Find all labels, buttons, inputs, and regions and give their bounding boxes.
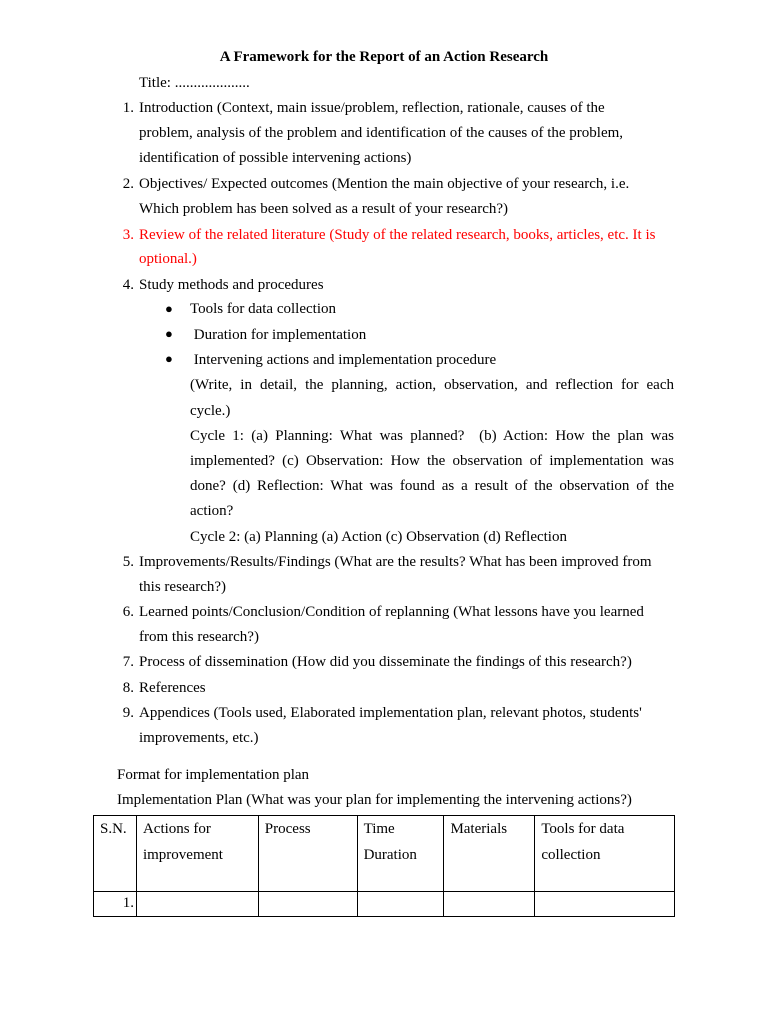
detail-text: implemented? (c) Observation: How the observation of implementation was [190, 453, 674, 469]
report-title-line: Title: .................... [139, 75, 250, 91]
header-cell-time: Time Duration [357, 816, 444, 892]
item-text-highlighted: Review of the related literature (Study of the related research, books, articles, etc. It is [139, 227, 656, 243]
implementation-plan-table [93, 815, 675, 917]
table-row [94, 892, 675, 917]
item-number: 2. [122, 176, 134, 192]
plan-heading: Implementation Plan (What was your plan for implementing the intervening actions?) [117, 792, 632, 808]
header-cell-sn: S.N. [94, 816, 137, 892]
detail-text: action? [190, 503, 234, 519]
detail-text: cycle.) [190, 403, 231, 419]
item-text: Study methods and procedures [139, 277, 324, 293]
table-cell [136, 892, 258, 917]
bullet-text: Duration for implementation [190, 327, 367, 343]
bullet-text: Intervening actions and implementation procedure [190, 352, 497, 368]
item-text: Introduction (Context, main issue/problem, reflection, rationale, causes of the [139, 100, 605, 116]
format-heading: Format for implementation plan [117, 767, 310, 783]
item-text-highlighted: optional.) [139, 251, 197, 267]
item-number: 6. [122, 604, 134, 620]
detail-text: Cycle 2: (a) Planning (a) Action (c) Observation (d) Reflection [190, 529, 567, 545]
bullet-icon: ● [165, 326, 173, 341]
header-cell-actions: Actions for improvement [136, 816, 258, 892]
item-text: Which problem has been solved as a result of your research?) [139, 201, 509, 217]
item-text: Improvements/Results/Findings (What are the results? What has been improved from [139, 554, 652, 570]
detail-text: done? (d) Reflection: What was found as a result of the observation of the [190, 478, 674, 494]
header-cell-materials: Materials [444, 816, 535, 892]
item-number: 5. [122, 554, 134, 570]
row-number: 1. [94, 892, 137, 917]
item-text: Process of dissemination (How did you disseminate the findings of this research?) [139, 654, 632, 670]
item-text: this research?) [139, 579, 227, 595]
item-number: 9. [122, 705, 134, 721]
header-cell-process: Process [258, 816, 357, 892]
item-text: problem, analysis of the problem and identification of the causes of the problem, [139, 125, 624, 141]
bullet-icon: ● [165, 301, 173, 316]
item-text: improvements, etc.) [139, 730, 259, 746]
item-text: Objectives/ Expected outcomes (Mention the main objective of your research, i.e. [139, 176, 630, 192]
item-text: from this research?) [139, 629, 259, 645]
item-number: 3. [122, 227, 134, 243]
bullet-text: Tools for data collection [190, 301, 336, 317]
item-text: Appendices (Tools used, Elaborated implementation plan, relevant photos, students' [139, 705, 642, 721]
document-title: A Framework for the Report of an Action Research [219, 49, 549, 65]
item-text: identification of possible intervening actions) [139, 150, 412, 166]
item-number: 1. [122, 100, 134, 116]
table-header-row [94, 816, 675, 892]
item-number: 7. [122, 654, 134, 670]
header-cell-tools: Tools for data collection [535, 816, 675, 892]
detail-text: (Write, in detail, the planning, action, observation, and reflection for each [190, 377, 674, 393]
table-cell [535, 892, 675, 917]
item-text: Learned points/Conclusion/Condition of replanning (What lessons have you learned [139, 604, 644, 620]
item-number: 8. [122, 680, 134, 696]
bullet-icon: ● [165, 351, 173, 366]
detail-text: Cycle 1: (a) Planning: What was planned? (b) Action: How the plan was [190, 428, 674, 444]
item-number: 4. [122, 277, 134, 293]
table-cell [258, 892, 357, 917]
table-cell [357, 892, 444, 917]
table-cell [444, 892, 535, 917]
item-text: References [139, 680, 206, 696]
